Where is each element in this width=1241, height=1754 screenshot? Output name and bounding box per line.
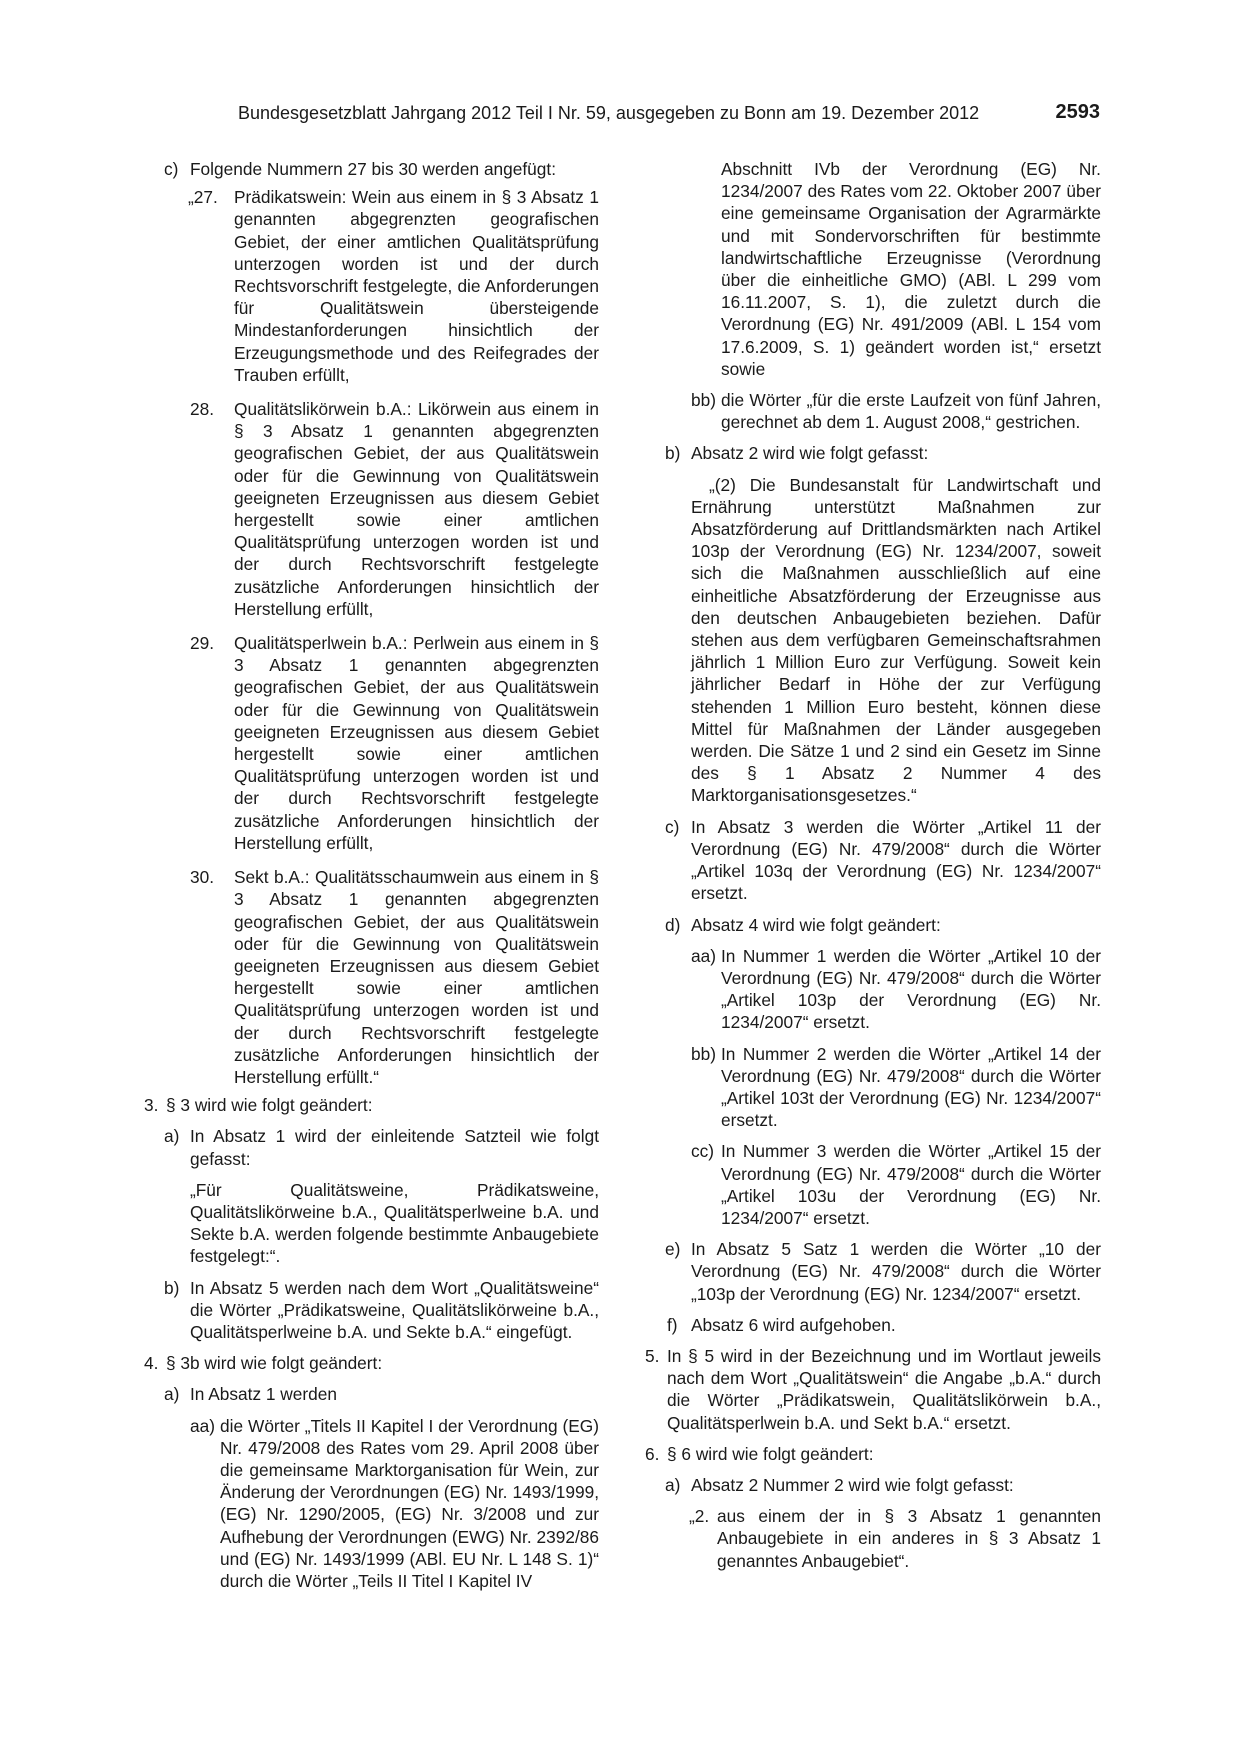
item-label: a) [164, 1384, 180, 1405]
item-29 [144, 632, 599, 854]
item-4d-bb [645, 1043, 1101, 1132]
item-4b [645, 442, 1101, 464]
item-text: In Absatz 5 Satz 1 werden die Wörter „10 der Verordnung (EG) Nr. 479/2008“ durch die Wörter „103p der Verordnung (EG) Nr. 1234/2007“ ersetzt. [691, 1239, 1101, 1304]
page-header [238, 102, 1100, 128]
item-text: Absatz 6 wird aufgehoben. [691, 1314, 896, 1335]
item-label: d) [665, 914, 681, 935]
item-3 [144, 1094, 599, 1116]
item-4d [645, 914, 1101, 936]
item-text: In Absatz 5 werden nach dem Wort „Qualitätsweine“ die Wörter „Prädikatsweine, Qualitätslikörweine b.A., Qualitätsperlweine b.A. und Sekte b.A.“ eingefügt. [190, 1277, 599, 1342]
item-text: die Wörter „für die erste Laufzeit von fünf Jahren, gerechnet ab dem 1. August 2008,“ gestrichen. [721, 390, 1101, 433]
item-30 [144, 866, 599, 1088]
left-column [144, 158, 599, 1592]
item-text: Prädikatswein: Wein aus einem in § 3 Absatz 1 genannten abgegrenzten geografischen Gebiet, der einer amtlichen Qualitätsprüfung unterzogen worden ist und der durch Rechtsvorschrift festgelegte, die Anforderungen für Qualitätswein übersteigende Mindestanforderungen hinsichtlich der Erzeugungsmethode und des Reifegrades der Trauben erfüllt, [234, 187, 599, 385]
item-label: 4. [144, 1353, 159, 1374]
item-label: f) [667, 1314, 678, 1335]
item-5 [645, 1345, 1101, 1434]
item-label: c) [164, 159, 179, 179]
item-label: a) [665, 1474, 681, 1495]
item-label: bb) [691, 1043, 716, 1064]
item-text: Absatz 2 wird wie folgt gefasst: [691, 443, 929, 464]
item-4e [645, 1238, 1101, 1305]
item-label: 30. [190, 867, 215, 888]
item-text: Qualitätsperlwein b.A.: Perlwein aus einem in § 3 Absatz 1 genannten abgegrenzten geografischen Gebiet, der aus Qualitätswein oder für die Gewinnung von Qualitätswein geeigneten Erzeugnissen aus diesem Gebiet hergestellt sowie einer amtlichen Qualitätsprüfung unterzogen worden ist und der durch Rechtsvorschrift festgelegte zusätzliche Anforderungen hinsichtlich der Herstellung erfüllt, [234, 633, 599, 853]
item-3b [144, 1277, 599, 1344]
item-text: In Absatz 3 werden die Wörter „Artikel 11 der Verordnung (EG) Nr. 479/2008“ durch die Wörter „Artikel 103q der Verordnung (EG) Nr. 1234/2007“ ersetzt. [691, 816, 1101, 904]
item-text: Qualitätslikörwein b.A.: Likörwein aus einem in § 3 Absatz 1 genannten abgegrenzten geografischen Gebiet, der aus Qualitätswein oder für die Gewinnung von Qualitätswein geeigneten Erzeugnissen aus diesem Gebiet hergestellt sowie einer amtlichen Qualitätsprüfung unterzogen worden ist und der durch Rechtsvorschrift festgelegte zusätzliche Anforderungen hinsichtlich der Herstellung erfüllt, [234, 399, 599, 619]
item-text: In Absatz 1 wird der einleitende Satzteil wie folgt gefasst: [190, 1126, 599, 1169]
item-text: § 3 wird wie folgt geändert: [166, 1095, 373, 1116]
item-text: Folgende Nummern 27 bis 30 werden angefügt: [190, 159, 557, 179]
item-4a-aa-continuation: Abschnitt IVb der Verordnung (EG) Nr. 1234/2007 des Rates vom 22. Oktober 2007 über eine gemeinsame Organisation der Agrarmärkte und mit Sondervorschriften für bestimmte landwirtschaftliche Erzeugnisse (Verordnung über die einheitliche GMO) (ABl. L 299 vom 16.11.2007, S. 1), die zuletzt durch die Verordnung (EG) Nr. 491/2009 (ABl. L 154 vom 17.6.2009, S. 1) geändert worden ist,“ ersetzt sowie [721, 159, 1101, 379]
item-text: In Nummer 3 werden die Wörter „Artikel 15 der Verordnung (EG) Nr. 479/2008“ durch die Wörter „Artikel 103u der Verordnung (EG) Nr. 1234/2007“ ersetzt. [721, 1141, 1101, 1228]
quote-4b: „(2) Die Bundesanstalt für Landwirtschaft und Ernährung unterstützt Maßnahmen zur Absatzförderung auf Drittlandsmärkten nach Artikel 103p der Verordnung (EG) Nr. 1234/2007, soweit sich die Maßnahmen ausschließlich auf eine einheitliche Absatzförderung der Erzeugnisse aus den deutschen Anbaugebieten beziehen. Dafür stehen aus dem verfügbaren Gemeinschaftsrahmen jährlich 1 Million Euro zur Verfügung. Soweit kein jährlicher Bedarf in Höhe der zur Verfügung stehenden 1 Million Euro besteht, können diese Mittel für Maßnahmen der Länder ausgegeben werden. Die Sätze 1 und 2 sind ein Gesetz im Sinne des § 1 Absatz 2 Nummer 4 des Marktorganisationsgesetzes.“ [691, 474, 1101, 806]
item-text: aus einem der in § 3 Absatz 1 genannten Anbaugebiete in ein anderes in § 3 Absatz 1 genanntes Anbaugebiet“. [717, 1506, 1101, 1571]
page-number: 2593 [1055, 101, 1100, 123]
gazette-title: Bundesgesetzblatt Jahrgang 2012 Teil I Nr. 59, ausgegeben zu Bonn am 19. Dezember 2012 [238, 103, 980, 123]
item-label: 3. [144, 1095, 159, 1116]
item-label: 5. [645, 1345, 660, 1366]
item-4 [144, 1352, 599, 1374]
item-6 [645, 1443, 1101, 1465]
item-text: In Nummer 2 werden die Wörter „Artikel 14 der Verordnung (EG) Nr. 479/2008“ durch die Wörter „Artikel 103t der Verordnung (EG) Nr. 1234/2007“ ersetzt. [721, 1043, 1101, 1131]
item-text: In Nummer 1 werden die Wörter „Artikel 10 der Verordnung (EG) Nr. 479/2008“ durch die Wörter „Artikel 103p der Verordnung (EG) Nr. 1234/2007“ ersetzt. [721, 945, 1101, 1033]
item-4a-aa [144, 1415, 599, 1593]
item-text: In Absatz 1 werden [190, 1384, 337, 1405]
item-4a [144, 1383, 599, 1405]
item-4d-aa [645, 945, 1101, 1034]
item-label: e) [665, 1239, 681, 1260]
item-label: cc) [691, 1141, 715, 1162]
item-label: 28. [190, 399, 215, 420]
item-4d-cc [645, 1140, 1101, 1229]
item-label: 29. [190, 633, 215, 654]
item-27 [144, 186, 599, 386]
item-4f [645, 1314, 1101, 1336]
item-text: Sekt b.A.: Qualitätsschaumwein aus einem in § 3 Absatz 1 genannten abgegrenzten geografischen Gebiet, der aus Qualitätswein oder für die Gewinnung von Qualitätswein geeigneten Erzeugnissen aus diesem Gebiet hergestellt sowie einer amtlichen Qualitätsprüfung unterzogen worden ist und der durch Rechtsvorschrift festgelegte zusätzliche Anforderungen hinsichtlich der Herstellung erfüllt.“ [234, 867, 599, 1087]
item-4c [645, 816, 1101, 905]
item-6a-quote [645, 1505, 1101, 1572]
quote-3a: „Für Qualitätsweine, Prädikatsweine, Qualitätslikörweine b.A., Qualitätsperlweine b.A. und Sekte b.A. werden folgende bestimmte Anbaugebiete festgelegt:“. [190, 1179, 599, 1267]
item-label: aa) [190, 1415, 215, 1436]
item-6a [645, 1474, 1101, 1496]
item-label: b) [164, 1277, 180, 1298]
item-label: a) [164, 1126, 180, 1147]
item-28 [144, 398, 599, 620]
item-text: Absatz 2 Nummer 2 wird wie folgt gefasst: [691, 1474, 1014, 1495]
item-c [144, 158, 599, 180]
item-label: 6. [645, 1443, 660, 1464]
item-label: bb) [691, 390, 716, 411]
item-text: die Wörter „Titels II Kapitel I der Verordnung (EG) Nr. 479/2008 des Rates vom 29. April 2008 über die gemeinsame Marktorganisation für Wein, zur Änderung der Verordnungen (EG) Nr. 1493/1999, (EG) Nr. 1290/2005, (EG) Nr. 3/2008 und zur Aufhebung der Verordnungen (EWG) Nr. 2392/86 und (EG) Nr. 1493/1999 (ABl. EU Nr. L 148 S. 1)“ durch die Wörter „Teils II Titel I Kapitel IV [220, 1415, 599, 1591]
item-text: In § 5 wird in der Bezeichnung und im Wortlaut jeweils nach dem Wort „Qualitätswein“ die Angabe „b.A.“ durch die Wörter „Prädikatswein, Qualitätslikörwein b.A., Qualitätsperlwein b.A. und Sekt b.A.“ ersetzt. [667, 1345, 1101, 1433]
item-label: c) [665, 816, 680, 837]
item-3a [144, 1125, 599, 1169]
item-text: § 6 wird wie folgt geändert: [667, 1443, 874, 1464]
item-label: aa) [691, 945, 716, 966]
right-column [645, 158, 1101, 1572]
item-label: „2. [689, 1506, 710, 1527]
item-text: Absatz 4 wird wie folgt geändert: [691, 914, 941, 935]
item-4a-bb [645, 389, 1101, 433]
item-label: b) [665, 443, 681, 464]
item-text: § 3b wird wie folgt geändert: [166, 1353, 383, 1374]
item-label: „27. [188, 187, 218, 208]
